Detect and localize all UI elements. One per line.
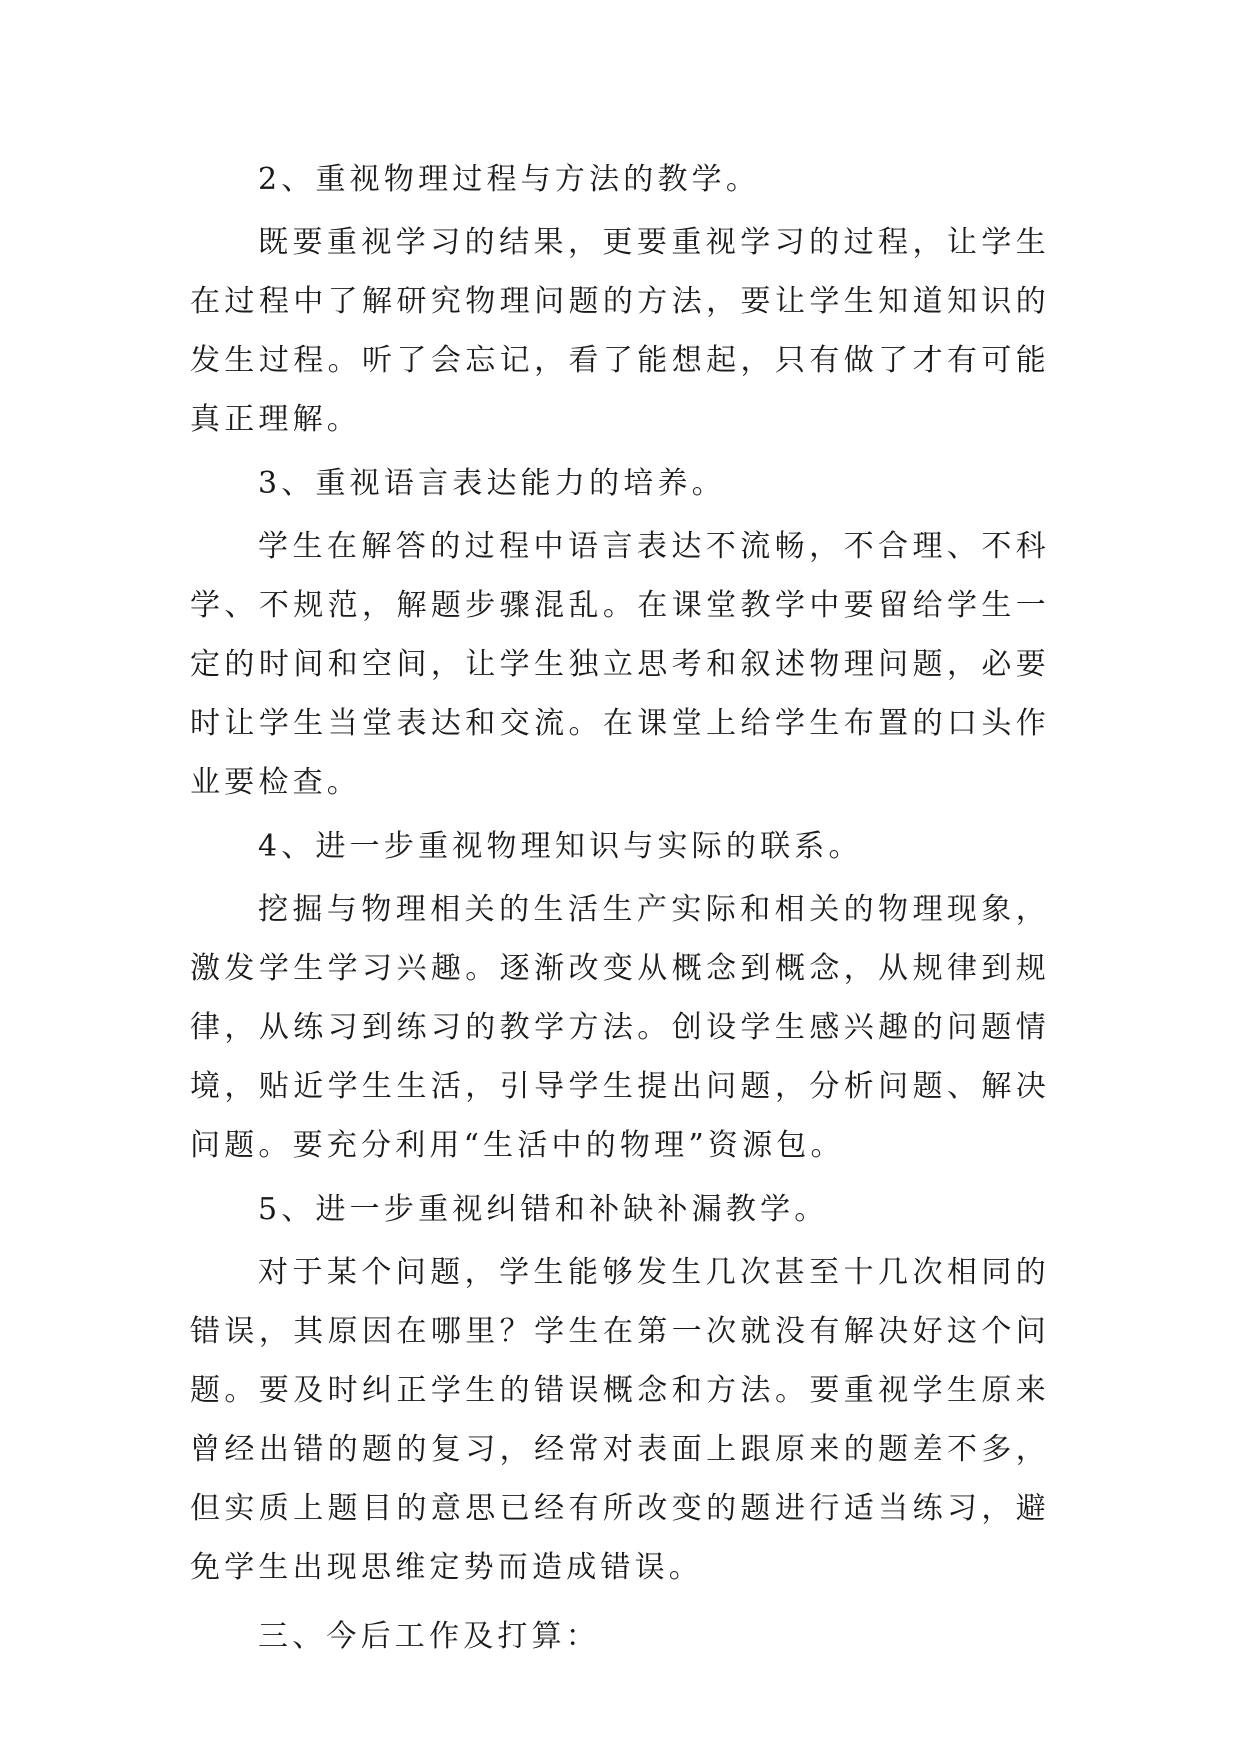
section-heading-2: 2、重视物理过程与方法的教学。 (258, 162, 761, 197)
document-body (190, 150, 1050, 1670)
section-heading-5: 5、进一步重视纠错和补缺补漏教学。 (258, 1192, 829, 1227)
section-heading-future-plans: 三、今后工作及打算： (258, 1619, 600, 1654)
paragraph-error-correction: 对于某个问题，学生能够发生几次甚至十几次相同的错误，其原因在哪里？学生在第一次就没有解决好这个问题。要及时纠正学生的错误概念和方法。要重视学生原来曾经出错的题的复习，经常对表面上跟原来的题差不多，但实质上题目的意思已经有所改变的题进行适当练习，避免学生出现思维定势而造成错误。 (190, 1255, 1050, 1585)
paragraph-real-world-connection: 挖掘与物理相关的生活生产实际和相关的物理现象，激发学生学习兴趣。逐渐改变从概念到概念，从规律到规律，从练习到练习的教学方法。创设学生感兴趣的问题情境，贴近学生生活，引导学生提出问题，分析问题、解决问题。要充分利用“生活中的物理”资源包。 (190, 892, 1050, 1163)
paragraph-language-expression: 学生在解答的过程中语言表达不流畅，不合理、不科学、不规范，解题步骤混乱。在课堂教学中要留给学生一定的时间和空间，让学生独立思考和叙述物理问题，必要时让学生当堂表达和交流。在课堂上给学生布置的口头作业要检查。 (190, 529, 1050, 800)
paragraph-process-method: 既要重视学习的结果，更要重视学习的过程，让学生在过程中了解研究物理问题的方法，要让学生知道知识的发生过程。听了会忘记，看了能想起，只有做了才有可能真正理解。 (190, 225, 1050, 437)
section-heading-4: 4、进一步重视物理知识与实际的联系。 (258, 829, 863, 864)
section-heading-3: 3、重视语言表达能力的培养。 (258, 466, 726, 501)
